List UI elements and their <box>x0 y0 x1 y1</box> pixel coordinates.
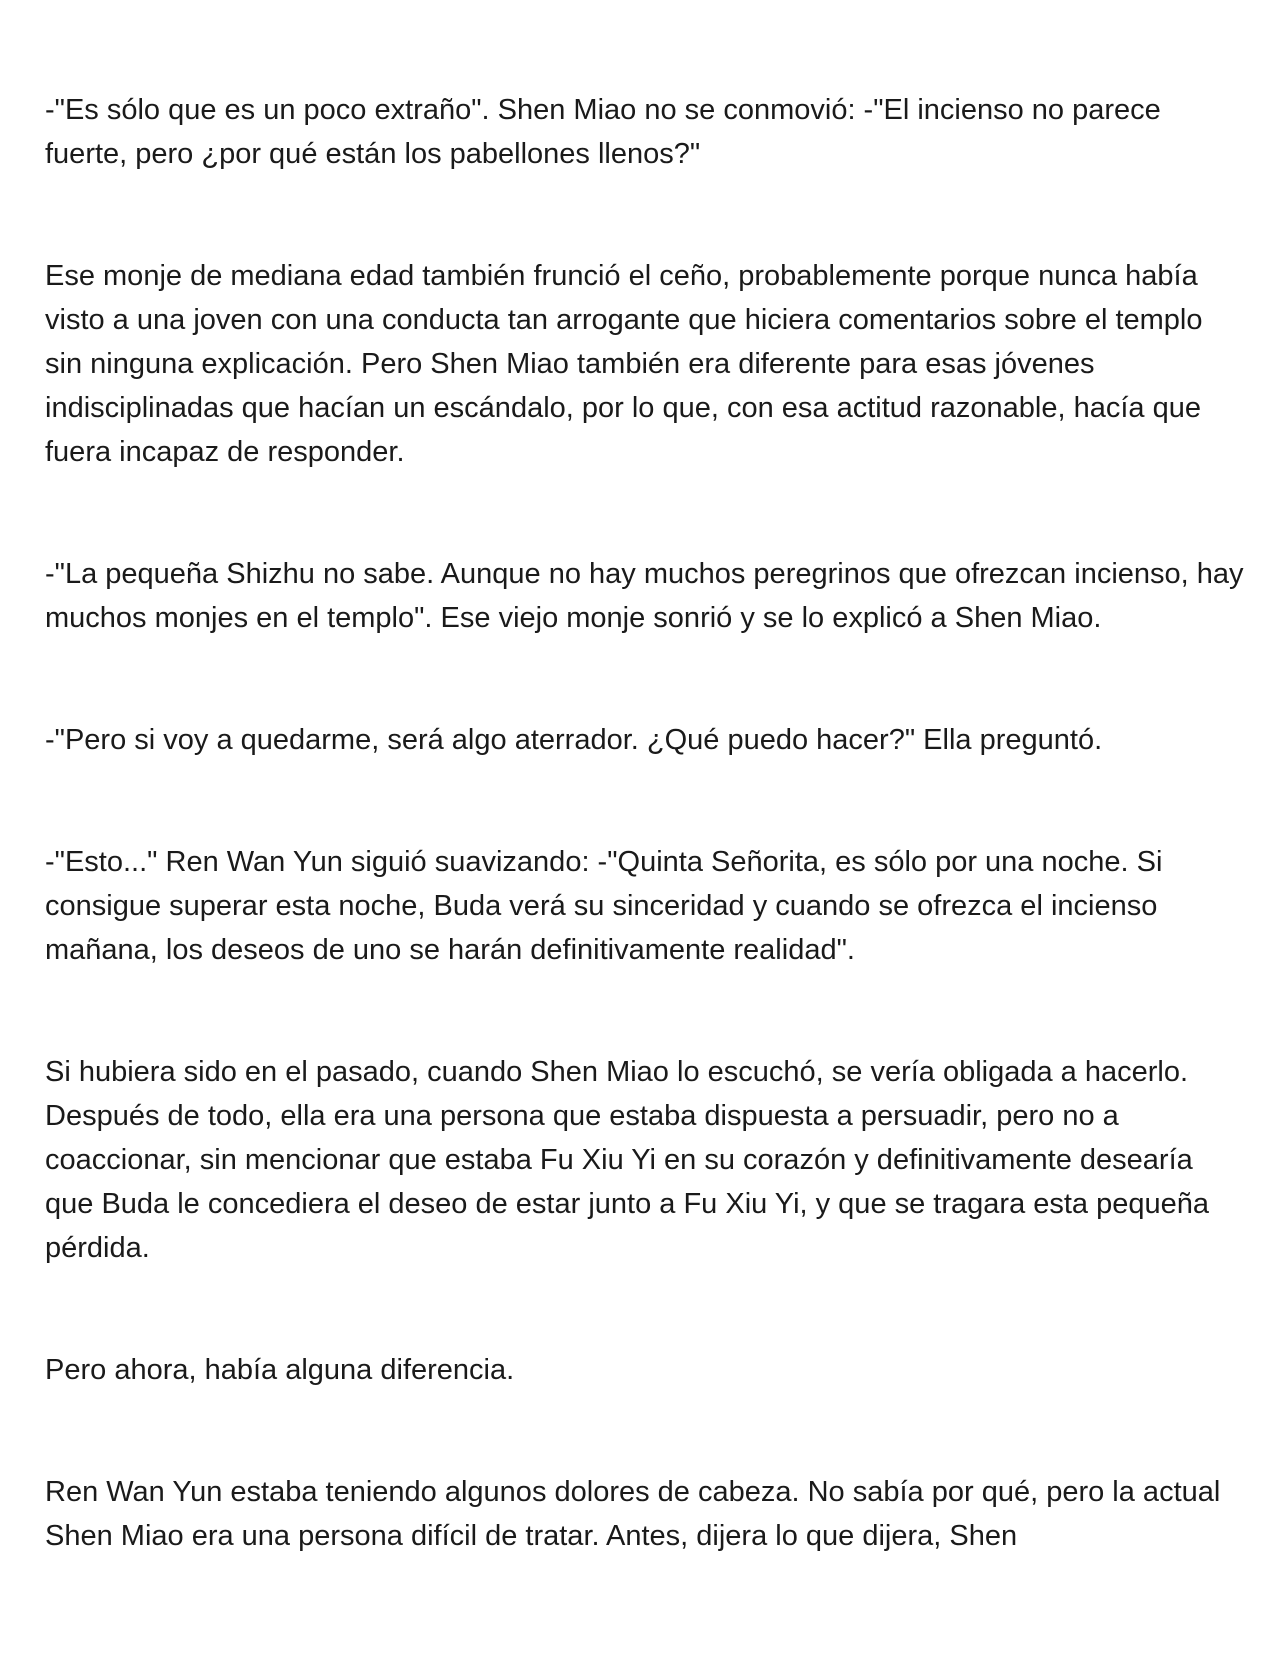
paragraph-1: -"Es sólo que es un poco extraño". Shen Miao no se conmovió: -"El incienso no parece fuerte, pero ¿por qué están los pabellones llenos?" <box>45 94 1161 170</box>
document-page <box>45 88 1245 1558</box>
paragraph-4: -"Pero si voy a quedarme, será algo aterrador. ¿Qué puedo hacer?" Ella preguntó. <box>45 724 1103 756</box>
paragraph-7: Pero ahora, había alguna diferencia. <box>45 1354 515 1386</box>
paragraph-5: -"Esto..." Ren Wan Yun siguió suavizando: -"Quinta Señorita, es sólo por una noche. Si consigue superar esta noche, Buda verá su sinceridad y cuando se ofrezca el incienso mañana, los deseos de uno se harán definitivamente realidad". <box>45 846 1163 966</box>
paragraph-2: Ese monje de mediana edad también frunció el ceño, probablemente porque nunca había visto a una joven con una conducta tan arrogante que hiciera comentarios sobre el templo sin ninguna explicación. Pero Shen Miao también era diferente para esas jóvenes indisciplinadas que hacían un escándalo, por lo que, con esa actitud razonable, hacía que fuera incapaz de responder. <box>45 260 1203 468</box>
paragraph-6: Si hubiera sido en el pasado, cuando Shen Miao lo escuchó, se vería obligada a hacerlo. Después de todo, ella era una persona que estaba dispuesta a persuadir, pero no a coaccionar, sin mencionar que estaba Fu Xiu Yi en su corazón y definitivamente desearía que Buda le concediera el deseo de estar junto a Fu Xiu Yi, y que se tragara esta pequeña pérdida. <box>45 1056 1210 1264</box>
paragraph-3: -"La pequeña Shizhu no sabe. Aunque no hay muchos peregrinos que ofrezcan incienso, hay muchos monjes en el templo". Ese viejo monje sonrió y se lo explicó a Shen Miao. <box>45 558 1244 634</box>
paragraph-8: Ren Wan Yun estaba teniendo algunos dolores de cabeza. No sabía por qué, pero la actual Shen Miao era una persona difícil de tratar. Antes, dijera lo que dijera, Shen <box>45 1476 1221 1552</box>
